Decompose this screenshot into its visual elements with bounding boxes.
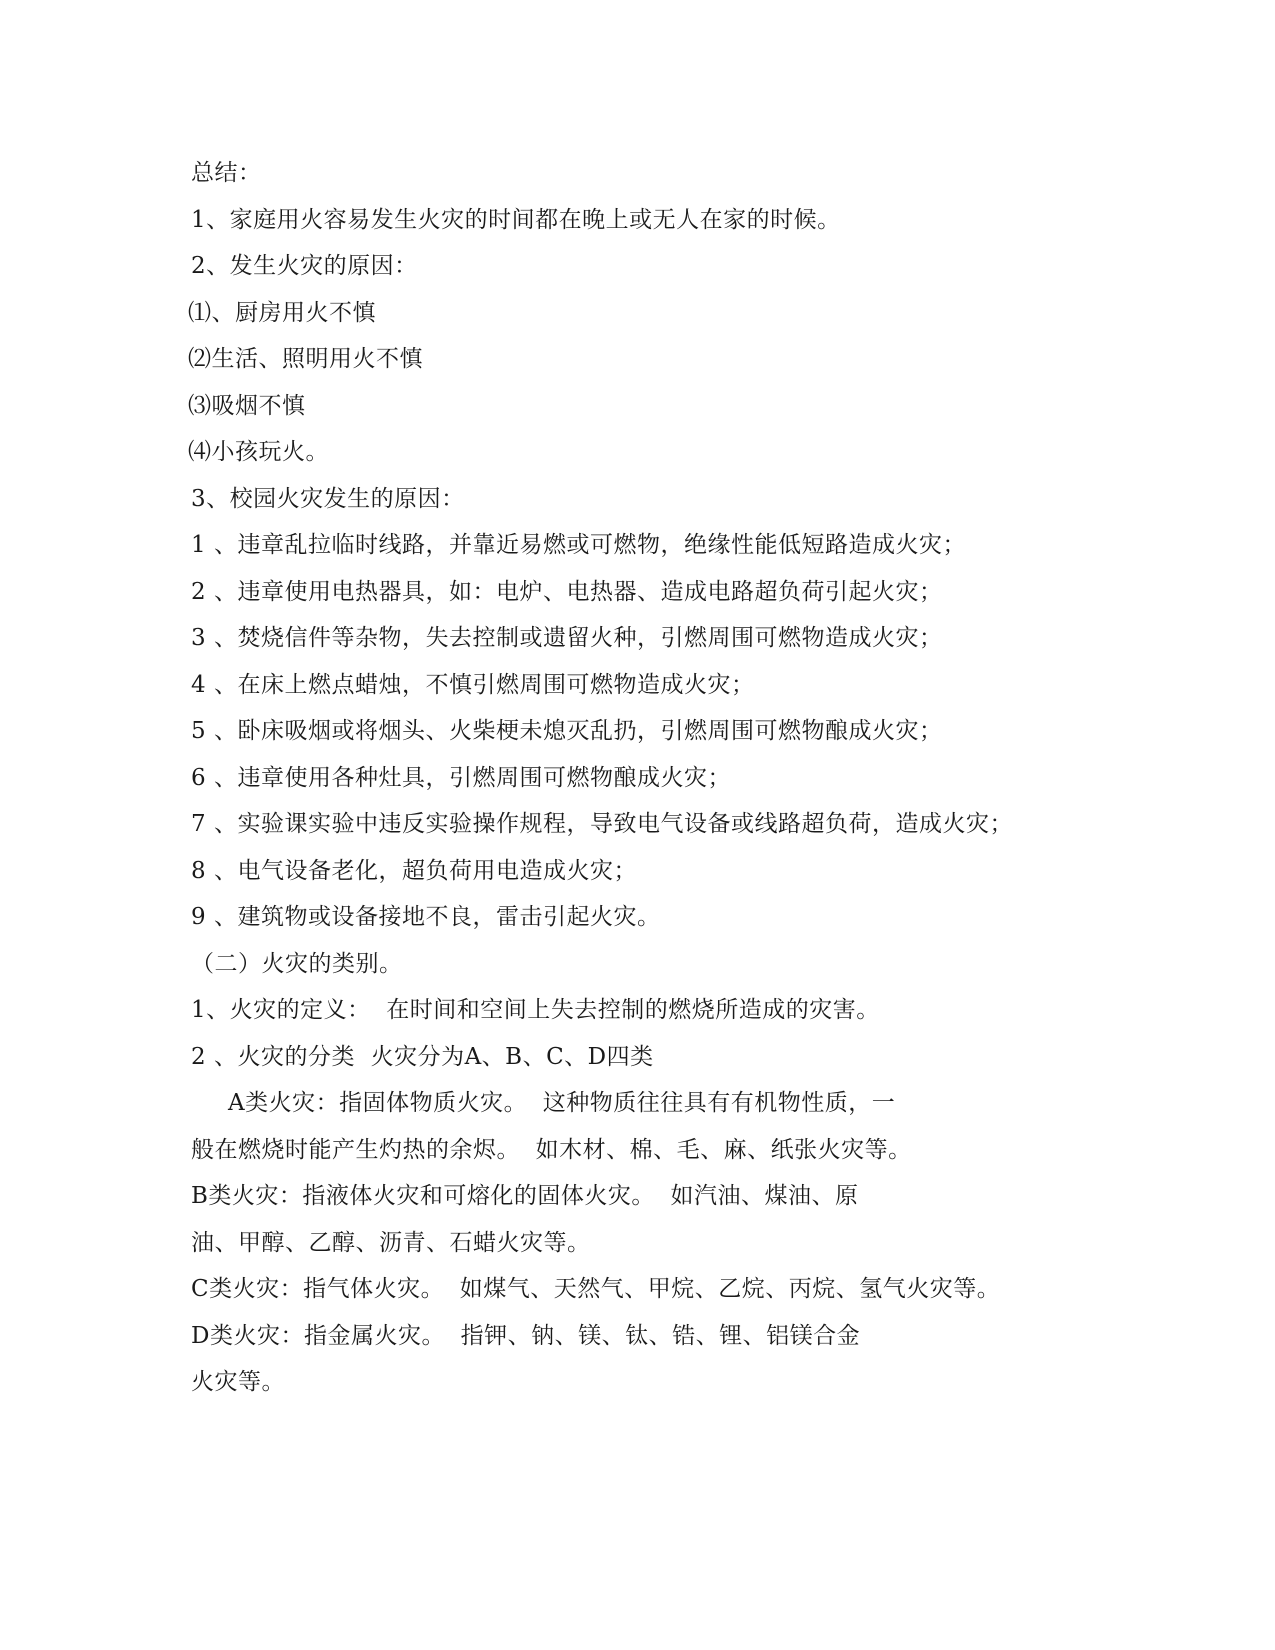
section-heading: （二）火灾的类别。 <box>191 951 403 977</box>
paragraph-line: 3、校园火灾发生的原因： <box>191 486 465 512</box>
list-item: ⑴、厨房用火不慎 <box>188 300 376 326</box>
list-item: 4 、在床上燃点蜡烛，不慎引燃周围可燃物造成火灾； <box>191 672 755 698</box>
list-item: 5 、卧床吸烟或将烟头、火柴梗未熄灭乱扔，引燃周围可燃物酿成火灾； <box>191 718 943 744</box>
paragraph-line: 2 、火灾的分类 火灾分为A、B、C、D四类 <box>191 1044 654 1070</box>
paragraph-line: 火灾等。 <box>191 1369 285 1395</box>
list-item: 6 、违章使用各种灶具，引燃周围可燃物酿成火灾； <box>191 765 731 791</box>
list-item: ⑵生活、照明用火不慎 <box>188 346 423 372</box>
paragraph-line: B类火灾：指液体火灾和可熔化的固体火灾。 如汽油、煤油、原 <box>191 1183 859 1209</box>
list-item: ⑷小孩玩火。 <box>188 439 329 465</box>
paragraph-line: A类火灾：指固体物质火灾。 这种物质往往具有有机物性质，一 <box>228 1090 896 1116</box>
paragraph-line: 油、甲醇、乙醇、沥青、石蜡火灾等。 <box>191 1230 591 1256</box>
summary-heading: 总结： <box>191 160 262 186</box>
list-item: 1 、违章乱拉临时线路，并靠近易燃或可燃物，绝缘性能低短路造成火灾； <box>191 532 966 558</box>
paragraph-line: 般在燃烧时能产生灼热的余烬。 如木材、棉、毛、麻、纸张火灾等。 <box>191 1137 912 1163</box>
list-item: 3 、焚烧信件等杂物，失去控制或遗留火种，引燃周围可燃物造成火灾； <box>191 625 943 651</box>
paragraph-line: 1、家庭用火容易发生火灾的时间都在晚上或无人在家的时候。 <box>191 207 841 233</box>
list-item: 7 、实验课实验中违反实验操作规程，导致电气设备或线路超负荷，造成火灾； <box>191 811 1013 837</box>
paragraph-line: D类火灾：指金属火灾。 指钾、钠、镁、钛、锆、锂、铝镁合金 <box>191 1323 861 1349</box>
paragraph-line: 2、发生火灾的原因： <box>191 253 418 279</box>
paragraph-line: 1、火灾的定义： 在时间和空间上失去控制的燃烧所造成的灾害。 <box>191 997 880 1023</box>
list-item: 9 、建筑物或设备接地不良，雷击引起火灾。 <box>191 904 661 930</box>
list-item: 2 、违章使用电热器具，如：电炉、电热器、造成电路超负荷引起火灾； <box>191 579 943 605</box>
list-item: ⑶吸烟不慎 <box>188 393 306 419</box>
paragraph-line: C类火灾：指气体火灾。 如煤气、天然气、甲烷、乙烷、丙烷、氢气火灾等。 <box>191 1276 1001 1302</box>
list-item: 8 、电气设备老化，超负荷用电造成火灾； <box>191 858 637 884</box>
